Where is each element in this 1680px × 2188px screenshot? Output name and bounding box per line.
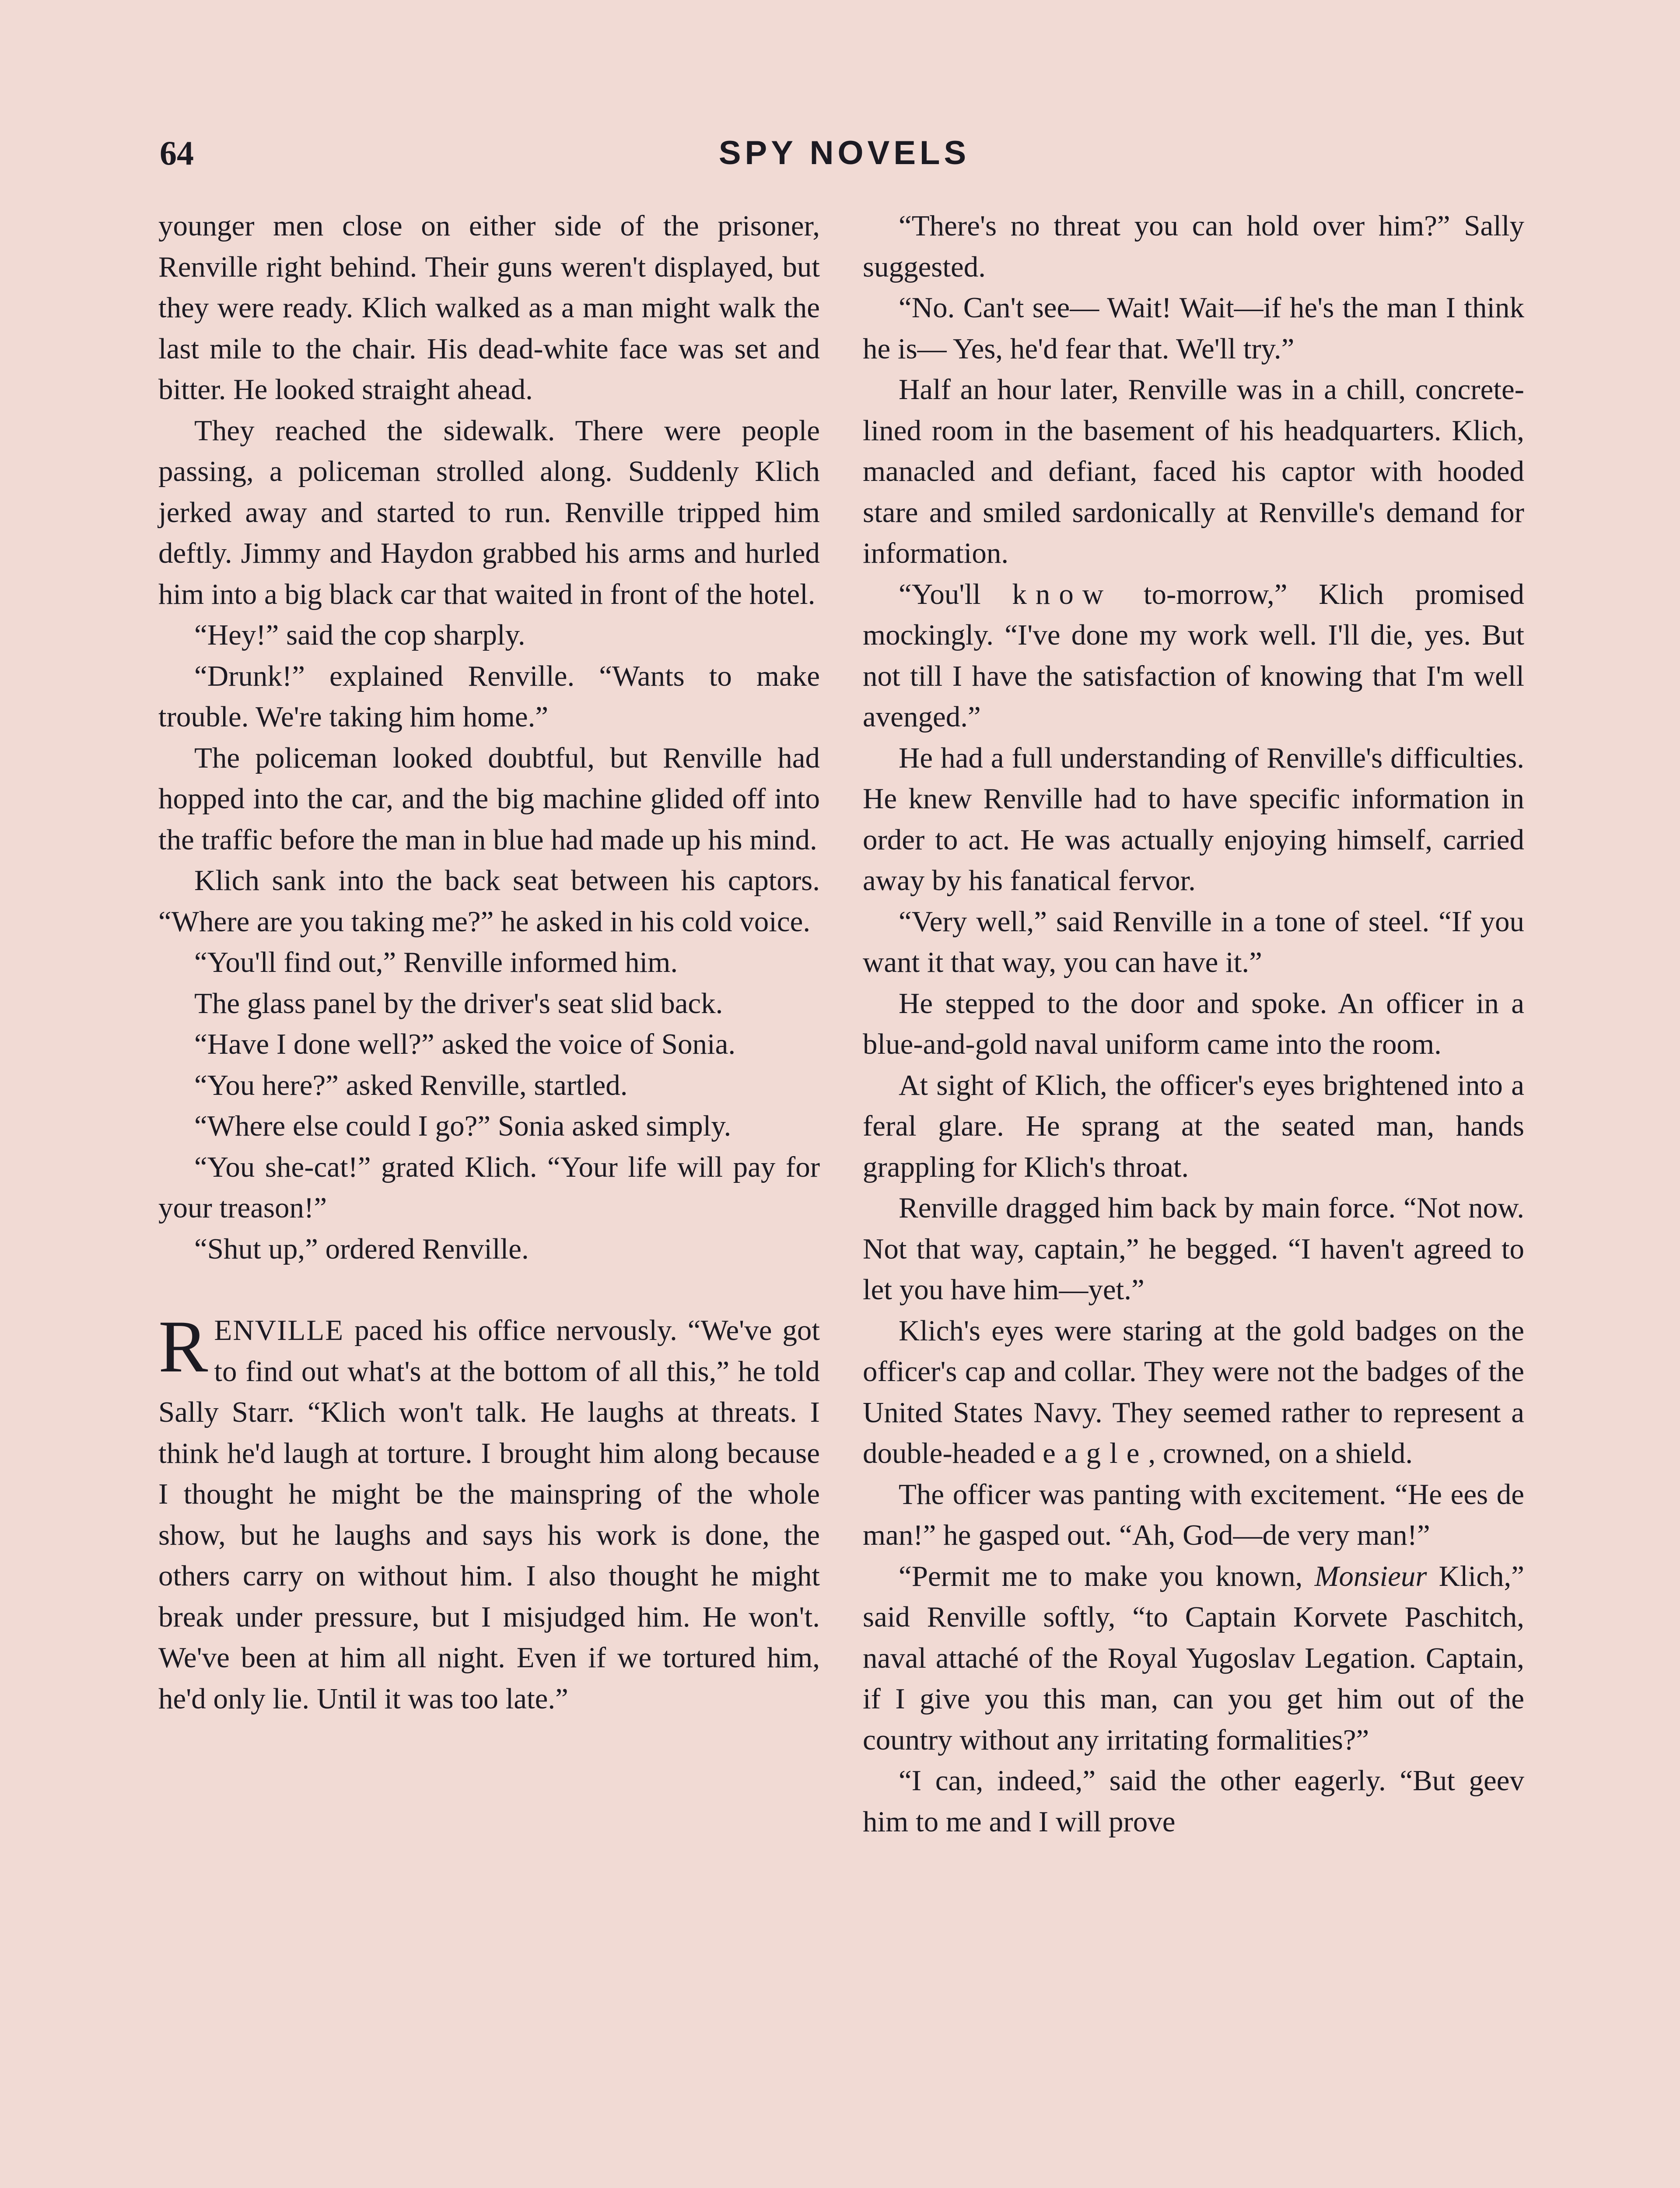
paragraph: “No. Can't see— Wait! Wait—if he's the man I think he is— Yes, he'd fear that. We'll try.”: [863, 291, 1524, 365]
paragraph: “Hey!” said the cop sharply.: [194, 619, 525, 651]
paragraph-text: “Permit me to make you known,: [899, 1560, 1315, 1592]
italic-word: Monsieur: [1314, 1560, 1427, 1592]
small-caps-lead: ENVILLE: [214, 1314, 344, 1346]
page-number: 64: [160, 134, 194, 172]
paragraph-text: Klich's eyes were staring at the gold badges on the officer's cap and collar. They were not the badges of the United States Navy. They seemed rather to represent a double-headed: [863, 1314, 1524, 1469]
paragraph-text: to-morrow,” Klich promised mockingly. “I've done my work well. I'll die, yes. But not till I have the satisfaction of knowing that I'm well avenged.”: [863, 578, 1524, 733]
paragraph-text: paced his office nervously. “We've got to find out what's at the bottom of all this,” he told Sally Starr. “Klich won't talk. He laughs at threats. I think he'd laugh at torture. I brought him along because I thought he might be the mainspring of the whole show, but he laughs and says his work is done, the others carry on without him. I also thought he might break under pressure, but I misjudged him. He won't. We've been at him all night. Even if we tortured him, he'd only lie. Until it was too late.”: [158, 1314, 820, 1715]
letterspaced-word: know: [1012, 578, 1113, 610]
paragraph: “Shut up,” ordered Renville.: [194, 1232, 529, 1265]
paragraph-text: Klich,” said Renville softly, “to Captain Korvete Paschitch, naval attaché of the Royal Yugoslav Legation. Captain, if I give you this man, can you get him out of the country without any irritating formalities?”: [863, 1560, 1524, 1756]
paragraph: He stepped to the door and spoke. An officer in a blue-and-gold naval uniform came into the room.: [863, 987, 1524, 1060]
paragraph: The glass panel by the driver's seat slid back.: [194, 987, 723, 1020]
paragraph: [863, 1311, 1524, 1474]
paragraph: “You she-cat!” grated Klich. “Your life will pay for your treason!”: [158, 1150, 820, 1224]
paragraph: “Drunk!” explained Renville. “Wants to make trouble. We're taking him home.”: [158, 659, 820, 733]
paragraph: He had a full understanding of Renville's difficulties. He knew Renville had to have specific information in order to act. He was actually enjoying himself, carried away by his fanatical fervor.: [863, 741, 1524, 897]
left-column: [158, 206, 820, 1719]
paragraph: “You'll find out,” Renville informed him.: [194, 946, 678, 978]
paragraph: Renville dragged him back by main force. “Not now. Not that way, captain,” he begged. “I haven't agreed to let you have him—yet.”: [863, 1192, 1524, 1306]
paragraph-text: , crowned, on a shield.: [1148, 1437, 1413, 1469]
paragraph: “Where else could I go?” Sonia asked simply.: [194, 1110, 732, 1142]
paragraph-text: “You'll: [899, 578, 1012, 610]
letterspaced-word: eagle: [1043, 1437, 1148, 1469]
paragraph: The policeman looked doubtful, but Renville had hopped into the car, and the big machine glided off into the traffic before the man in blue had made up his mind.: [158, 741, 820, 856]
paragraph: [863, 1556, 1524, 1761]
paragraph: At sight of Klich, the officer's eyes brightened into a feral glare. He sprang at the seated man, hands grappling for Klich's throat.: [863, 1069, 1524, 1183]
paragraph: They reached the sidewalk. There were people passing, a policeman strolled along. Suddenly Klich jerked away and started to run. Renville tripped him deftly. Jimmy and Haydon grabbed his arms and hurled him into a big black car that waited in front of the hotel.: [158, 414, 820, 610]
paragraph: “There's no threat you can hold over him?” Sally suggested.: [863, 210, 1524, 283]
paragraph: Klich sank into the back seat between his captors. “Where are you taking me?” he asked in his cold voice.: [158, 864, 820, 938]
paragraph: “Have I done well?” asked the voice of Sonia.: [194, 1028, 736, 1060]
paragraph: Half an hour later, Renville was in a chill, concrete-lined room in the basement of his headquarters. Klich, manacled and defiant, faced his captor with hooded stare and smiled sardonically at Renville's demand for information.: [863, 373, 1524, 569]
right-column: [863, 206, 1524, 1842]
paragraph: “Very well,” said Renville in a tone of steel. “If you want it that way, you can have it.”: [863, 905, 1524, 978]
paragraph: “I can, indeed,” said the other eagerly. “But geev him to me and I will prove: [863, 1764, 1524, 1838]
running-title: SPY NOVELS: [718, 134, 970, 172]
paragraph: younger men close on either side of the prisoner, Renville right behind. Their guns weren't displayed, but they were ready. Klich walked as a man might walk the last mile to the chair. His dead-white face was set and bitter. He looked straight ahead.: [158, 210, 820, 406]
paragraph: “You here?” asked Renville, startled.: [194, 1069, 628, 1101]
page-header: [160, 131, 1529, 179]
drop-cap: R: [158, 1305, 208, 1388]
paragraph: The officer was panting with excitement. “He ees de man!” he gasped out. “Ah, God—de very man!”: [863, 1478, 1524, 1551]
paragraph: [863, 574, 1524, 738]
section-break: [158, 1269, 820, 1310]
section-opening-paragraph: [158, 1305, 820, 1719]
